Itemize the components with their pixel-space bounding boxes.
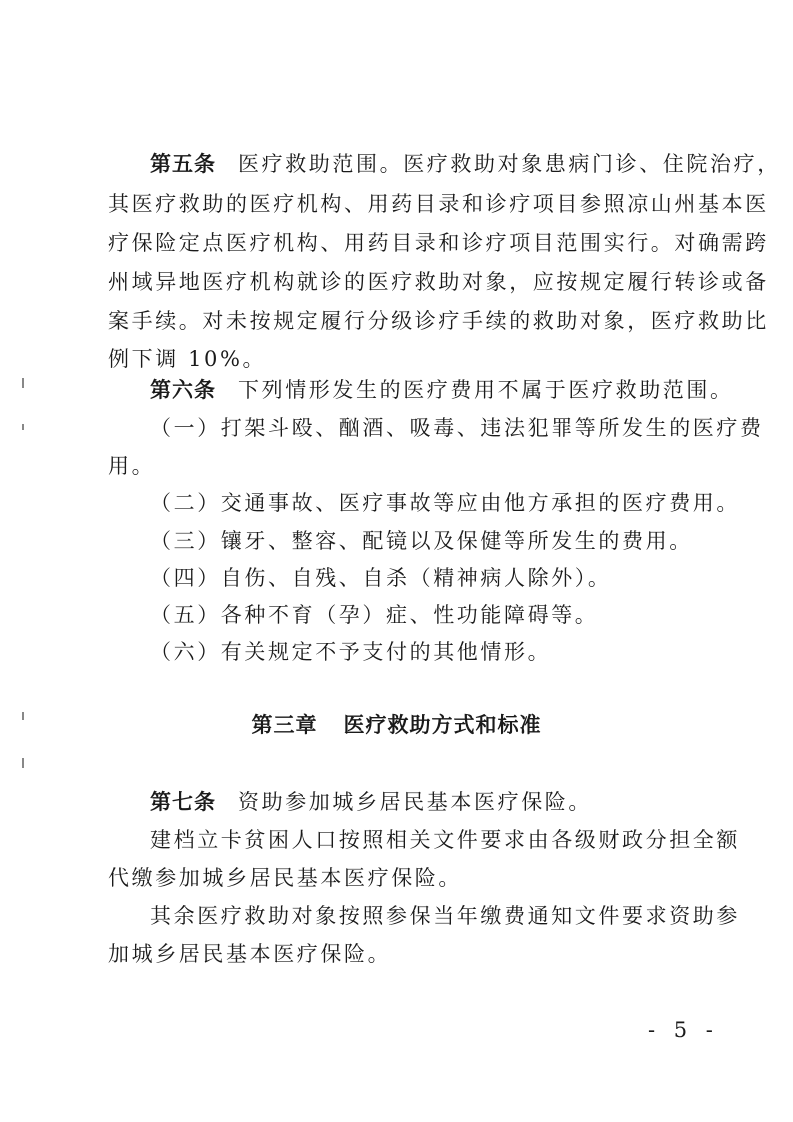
article7-para1-line1: 建档立卡贫困人口按照相关文件要求由各级财政分担全额 (150, 828, 740, 852)
article6-text: 下列情形发生的医疗费用不属于医疗救助范围。 (238, 378, 734, 402)
article6-item1-line2: 用。 (108, 454, 156, 478)
chapter-heading (0, 711, 793, 739)
binding-mark (22, 424, 24, 430)
article6-item2: （二）交通事故、医疗事故等应由他方承担的医疗费用。 (150, 491, 740, 515)
chapter-number: 第三章 (251, 713, 318, 737)
article7-label: 第七条 (150, 790, 216, 814)
article7-para2-line2: 加城乡居民基本医疗保险。 (108, 942, 392, 966)
binding-mark (22, 378, 24, 388)
article6-item4: （四）自伤、自残、自杀（精神病人除外）。 (150, 566, 612, 590)
article5-line4: 州域异地医疗机构就诊的医疗救助对象，应按规定履行转诊或备 (108, 270, 769, 294)
binding-mark (22, 758, 24, 768)
article7-line1 (150, 788, 592, 816)
article7-para2-line1: 其余医疗救助对象按照参保当年缴费通知文件要求资助参 (150, 904, 740, 928)
article5-text: 医疗救助范围。医疗救助对象患病门诊、住院治疗， (238, 152, 781, 176)
article5-line3: 疗保险定点医疗机构、用药目录和诊疗项目范围实行。对确需跨 (108, 231, 769, 255)
article5-line2: 其医疗救助的医疗机构、用药目录和诊疗项目参照凉山州基本医 (108, 192, 769, 216)
article6-item6: （六）有关规定不予支付的其他情形。 (150, 640, 552, 664)
article6-item3: （三）镶牙、整容、配镜以及保健等所发生的费用。 (150, 529, 693, 553)
article7-para1-line2: 代缴参加城乡居民基本医疗保险。 (108, 866, 462, 890)
article6-item5: （五）各种不育（孕）症、性功能障碍等。 (150, 603, 599, 627)
article5-line1 (150, 150, 781, 178)
article6-line1 (150, 376, 734, 404)
article6-item1-line1: （一）打架斗殴、酗酒、吸毒、违法犯罪等所发生的医疗费 (150, 416, 764, 440)
article7-text: 资助参加城乡居民基本医疗保险。 (238, 790, 592, 814)
article5-line5: 案手续。对未按规定履行分级诊疗手续的救助对象，医疗救助比 (108, 309, 769, 333)
article5-label: 第五条 (150, 152, 216, 176)
article5-line6: 例下调 10%。 (108, 347, 267, 371)
chapter-title: 医疗救助方式和标准 (343, 713, 542, 737)
article6-label: 第六条 (150, 378, 216, 402)
page-number: - 5 - (648, 1018, 719, 1042)
